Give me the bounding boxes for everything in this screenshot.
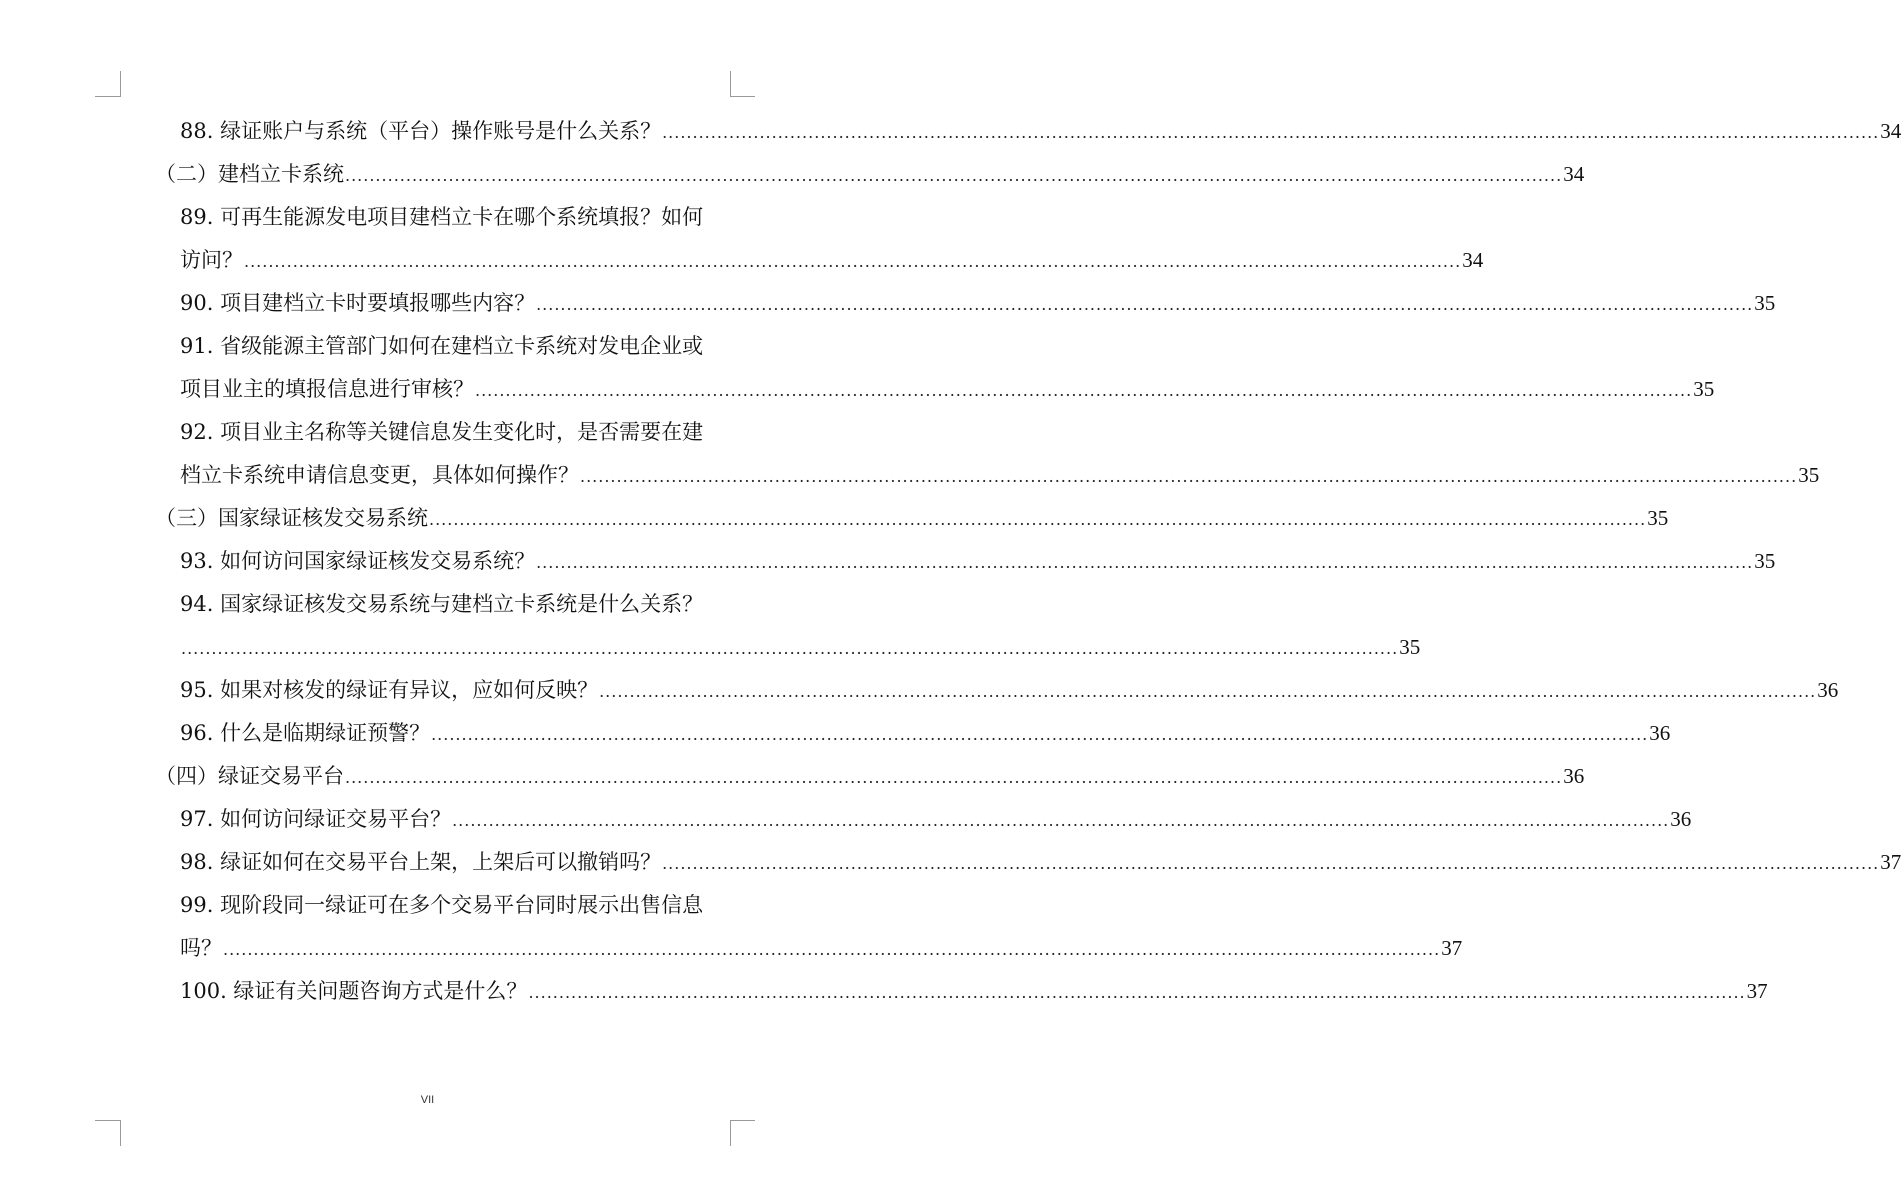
toc-leader-dots: ........................................................................................................................................................................................................ xyxy=(662,123,1880,142)
toc-entry-96[interactable] xyxy=(180,712,1671,746)
toc-leader-dots: ........................................................................................................................................................................................................ xyxy=(345,166,1563,185)
toc-entry-text: 项目业主的填报信息进行审核？ xyxy=(180,377,474,401)
crop-mark-top-right-h xyxy=(730,96,755,97)
toc-page-number: 35 xyxy=(1399,635,1421,659)
toc-entry-text: 吗？ xyxy=(180,936,222,960)
toc-leader-dots: ........................................................................................................................................................................................................ xyxy=(475,381,1693,400)
toc-entry-text: 98. 绿证如何在交易平台上架，上架后可以撤销吗？ xyxy=(180,850,662,874)
crop-mark-bottom-right-v xyxy=(730,1120,731,1146)
toc-entry-text: 90. 项目建档立卡时要填报哪些内容？ xyxy=(180,291,536,315)
toc-entry-97[interactable] xyxy=(180,798,1692,832)
toc-page-number: 37 xyxy=(1441,936,1463,960)
toc-entry-text: 89. 可再生能源发电项目建档立卡在哪个系统填报？如何 xyxy=(180,205,704,229)
toc-page-number: 36 xyxy=(1563,764,1585,788)
toc-entry-text: 96. 什么是临期绿证预警？ xyxy=(180,721,431,745)
toc-leader-dots: ........................................................................................................................................................................................................ xyxy=(536,553,1754,572)
toc-page-number: 35 xyxy=(1798,463,1820,487)
toc-page-number: 36 xyxy=(1649,721,1671,745)
toc-page-number: 34 xyxy=(1462,248,1484,272)
page-number-footer: VII xyxy=(420,1094,435,1106)
toc-entry-text: （四）绿证交易平台 xyxy=(155,764,344,788)
toc-section-2[interactable] xyxy=(155,153,1585,187)
toc-entry-text: 88. 绿证账户与系统（平台）操作账号是什么关系？ xyxy=(180,119,662,143)
toc-entry-99-line1[interactable] xyxy=(180,884,728,918)
toc-leader-dots: ........................................................................................................................................................................................................ xyxy=(431,725,1649,744)
toc-entry-91-line1[interactable] xyxy=(180,325,728,359)
toc-entry-99-line2[interactable] xyxy=(180,927,1463,961)
toc-entry-text: 93. 如何访问国家绿证核发交易系统？ xyxy=(180,549,536,573)
toc-entry-text: 访问？ xyxy=(180,248,243,272)
toc-entry-text: 95. 如果对核发的绿证有异议，应如何反映？ xyxy=(180,678,599,702)
toc-entry-92-line2[interactable] xyxy=(180,454,1820,488)
toc-entry-text: 99. 现阶段同一绿证可在多个交易平台同时展示出售信息 xyxy=(180,893,704,917)
toc-section-4[interactable] xyxy=(155,755,1585,789)
toc-leader-dots: ........................................................................................................................................................................................................ xyxy=(599,682,1817,701)
toc-leader-dots: ........................................................................................................................................................................................................ xyxy=(528,983,1746,1002)
toc-entry-text: （二）建档立卡系统 xyxy=(155,162,344,186)
toc-page-number: 35 xyxy=(1754,549,1776,573)
toc-leader-dots: ........................................................................................................................................................................................................ xyxy=(345,768,1563,787)
toc-page-number: 36 xyxy=(1817,678,1839,702)
toc-entry-89-line1[interactable] xyxy=(180,196,728,230)
toc-entry-text: 91. 省级能源主管部门如何在建档立卡系统对发电企业或 xyxy=(180,334,704,358)
toc-entry-94-line1[interactable] xyxy=(180,583,728,617)
crop-mark-top-right-v xyxy=(730,71,731,97)
toc-leader-dots: ........................................................................................................................................................................................................ xyxy=(580,467,1798,486)
toc-page-number: 36 xyxy=(1670,807,1692,831)
toc-entry-text: （三）国家绿证核发交易系统 xyxy=(155,506,428,530)
crop-mark-bottom-right-h xyxy=(730,1120,755,1121)
toc-leader-dots: ........................................................................................................................................................................................................ xyxy=(662,854,1880,873)
toc-leader-dots: ........................................................................................................................................................................................................ xyxy=(181,639,1399,658)
toc-entry-92-line1[interactable] xyxy=(180,411,728,445)
toc-page-number: 34 xyxy=(1563,162,1585,186)
toc-entry-text: 97. 如何访问绿证交易平台？ xyxy=(180,807,452,831)
toc-leader-dots: ........................................................................................................................................................................................................ xyxy=(536,295,1754,314)
toc-leader-dots: ........................................................................................................................................................................................................ xyxy=(223,940,1441,959)
toc-entry-text: 94. 国家绿证核发交易系统与建档立卡系统是什么关系？ xyxy=(180,592,704,616)
toc-entry-text: 100. 绿证有关问题咨询方式是什么？ xyxy=(180,979,528,1003)
toc-section-3[interactable] xyxy=(155,497,1669,531)
toc-leader-dots: ........................................................................................................................................................................................................ xyxy=(244,252,1462,271)
toc-entry-91-line2[interactable] xyxy=(180,368,1715,402)
toc-page-number: 37 xyxy=(1880,850,1901,874)
toc-entry-100[interactable] xyxy=(180,970,1768,1004)
toc-entry-95[interactable] xyxy=(180,669,1839,703)
toc-page-number: 34 xyxy=(1880,119,1901,143)
toc-entry-93[interactable] xyxy=(180,540,1776,574)
toc-entry-98[interactable] xyxy=(180,841,1901,875)
crop-mark-bottom-left-h xyxy=(95,1120,120,1121)
toc-entry-89-line2[interactable] xyxy=(180,239,1484,273)
toc-leader-dots: ........................................................................................................................................................................................................ xyxy=(452,811,1670,830)
toc-page-number: 35 xyxy=(1647,506,1669,530)
toc-page-number: 35 xyxy=(1693,377,1715,401)
toc-entry-text: 档立卡系统申请信息变更，具体如何操作？ xyxy=(180,463,579,487)
toc-entry-90[interactable] xyxy=(180,282,1776,316)
toc-page-number: 35 xyxy=(1754,291,1776,315)
toc-leader-dots: ........................................................................................................................................................................................................ xyxy=(429,510,1647,529)
crop-mark-top-left-h xyxy=(95,96,120,97)
toc-entry-88[interactable] xyxy=(180,110,1901,144)
toc-entry-94-line2[interactable] xyxy=(180,626,1421,660)
crop-mark-top-left-v xyxy=(120,71,121,97)
crop-mark-bottom-left-v xyxy=(120,1120,121,1146)
toc-entry-text: 92. 项目业主名称等关键信息发生变化时，是否需要在建 xyxy=(180,420,704,444)
toc-page-number: 37 xyxy=(1746,979,1768,1003)
